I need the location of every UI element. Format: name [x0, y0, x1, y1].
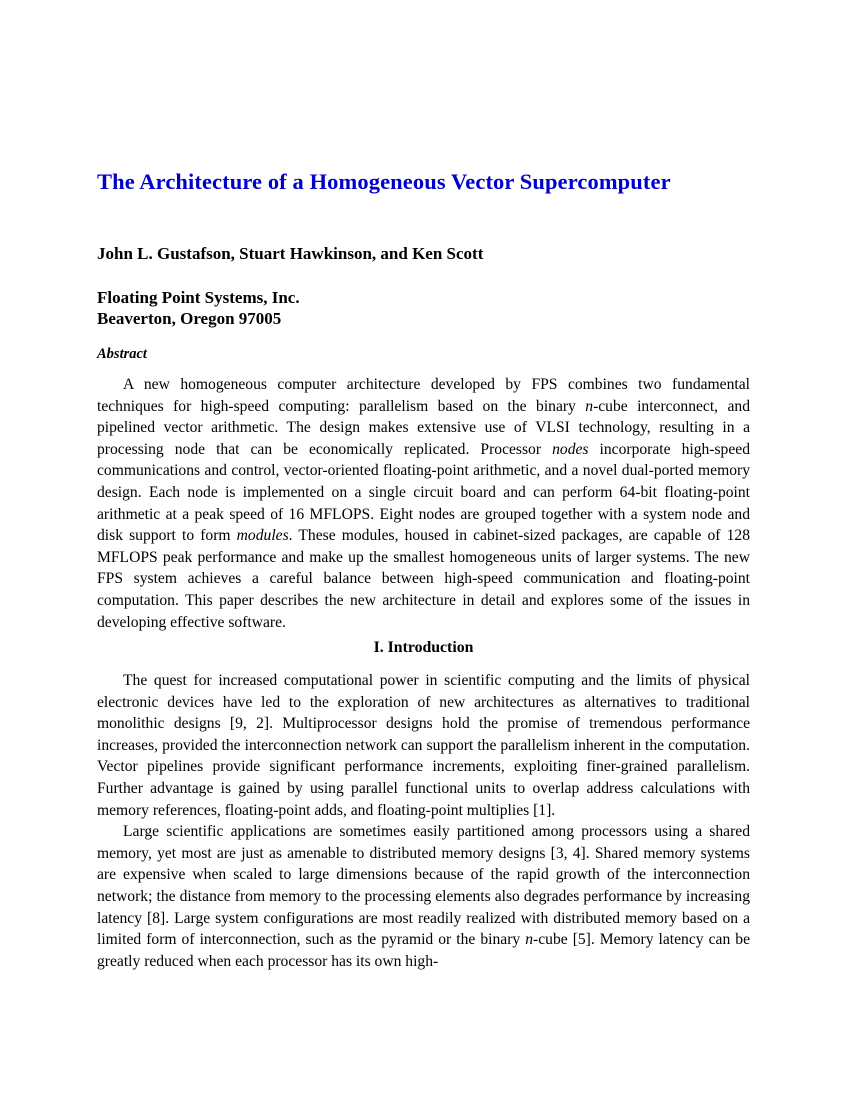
- paragraph-intro-2: [97, 821, 750, 972]
- affiliation-block: [97, 288, 750, 329]
- abstract-emphasis-nodes: nodes: [552, 440, 589, 458]
- abstract-segment-1: A new homogeneous computer architecture developed by FPS combines two fundamental techniques for high-speed computing: parallelism based on the binary: [97, 376, 750, 415]
- page-title: The Architecture of a Homogeneous Vector Supercomputer: [97, 169, 671, 194]
- affiliation-organization: Floating Point Systems, Inc.: [97, 288, 300, 307]
- section-heading-introduction: I. Introduction: [373, 639, 474, 656]
- abstract-emphasis-n: n: [585, 397, 594, 415]
- abstract-emphasis-modules: modules: [236, 527, 289, 545]
- section-body-introduction: [97, 670, 750, 972]
- author-list: John L. Gustafson, Stuart Hawkinson, and Ken Scott: [97, 244, 484, 263]
- paragraph-intro-2-segment-2: -cube [5]. Memory latency can be greatly reduced when each processor has its own high-: [97, 931, 750, 970]
- affiliation-location: Beaverton, Oregon 97005: [97, 308, 282, 328]
- paragraph-intro-2-emphasis-n: n: [525, 931, 534, 949]
- abstract-segment-4: . These modules, housed in cabinet-sized packages, are capable of 128 MFLOPS peak performance and make up the smallest homogeneous units of larger systems. The new FPS system achieves a careful balance between high-speed communication and floating-point computation. This paper describes the new architecture in detail and explores some of the issues in developing effective software.: [97, 527, 750, 631]
- abstract-segment-2: -cube interconnect, and pipelined vector arithmetic. The design makes extensive use of VLSI technology, resulting in a processing node that can be economically replicated. Processor: [97, 397, 750, 458]
- paragraph-intro-1-text: The quest for increased computational power in scientific computing and the limits of physical electronic devices have led to the exploration of new architectures as alternatives to traditional monolithic designs [9, 2]. Multiprocessor designs hold the promise of tremendous performance increases, provided the interconnection network can support the parallelism inherent in the computation. Vector pipelines provide significant performance increments, exploiting finer-grained parallelism. Further advantage is gained by using parallel functional units to overlap address calculations with memory references, floating-point adds, and floating-point multiplies [1].: [97, 672, 750, 819]
- abstract-segment-3: incorporate high-speed communications and control, vector-oriented floating-point arithmetic, and a novel dual-ported memory design. Each node is implemented on a single circuit board and can perform 64-bit floating-point arithmetic at a peak speed of 16 MFLOPS. Eight nodes are grouped together with a system node and disk support to form: [97, 440, 750, 545]
- abstract-heading: Abstract: [97, 346, 147, 362]
- paragraph-intro-1: [97, 670, 750, 821]
- abstract-text: [97, 374, 750, 633]
- paragraph-intro-2-segment-1: Large scientific applications are sometimes easily partitioned among processors using a shared memory, yet most are just as amenable to distributed memory designs [3, 4]. Shared memory systems are expensive when scaled to large dimensions because of the rapid growth of the interconnection network; the distance from memory to the processing elements also degrades performance by increasing latency [8]. Large system configurations are most readily realized with distributed memory based on a limited form of interconnection, such as the pyramid or the binary: [97, 823, 750, 949]
